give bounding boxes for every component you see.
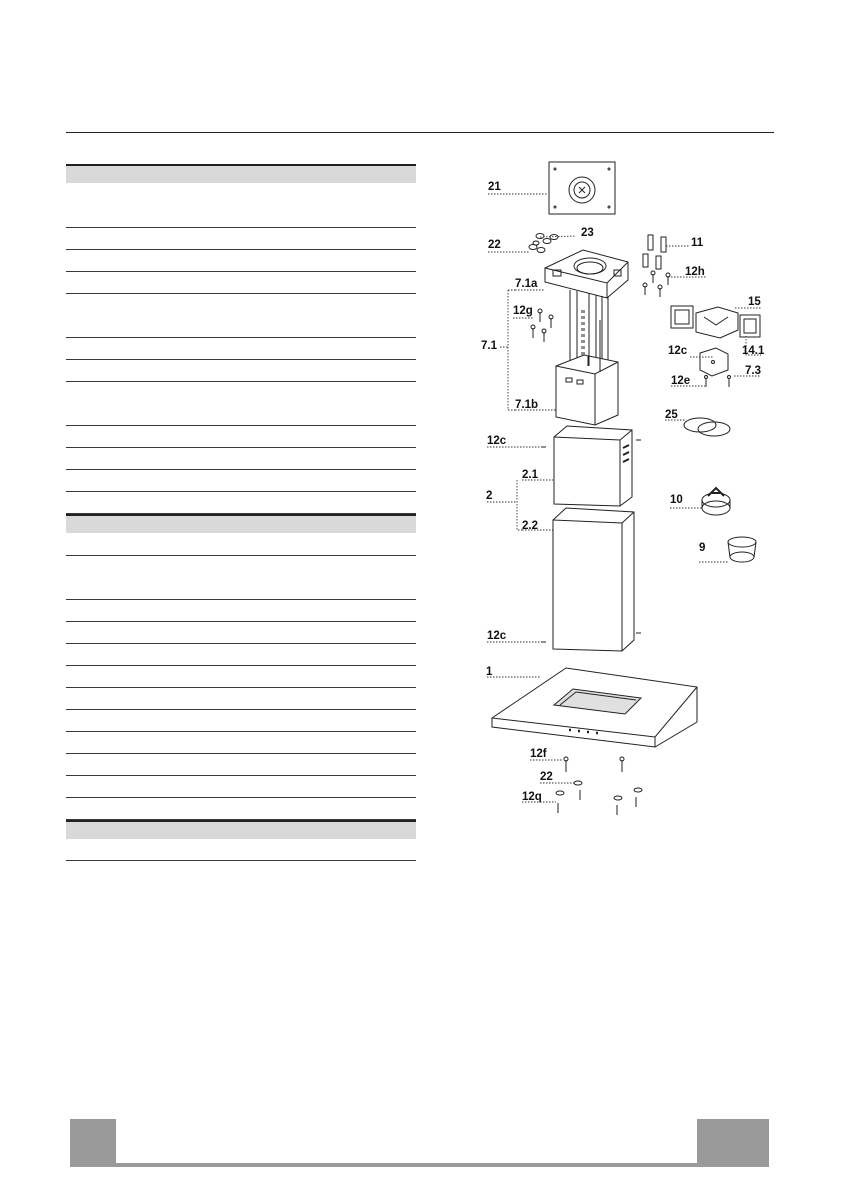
label-12c: 12c [487,630,507,642]
label-12h: 12h [685,266,705,278]
duct-pieces [671,306,760,338]
lower-chimney [541,508,641,651]
label-1: 1 [486,666,493,678]
table-row [66,688,416,710]
label-23: 23 [581,227,594,239]
footer-block-right [697,1119,769,1167]
table-row [66,754,416,776]
table-row [66,533,416,556]
label-2: 2 [486,490,493,502]
label-12c: 12c [487,435,507,447]
table-row [66,644,416,666]
label-11: 11 [691,237,704,249]
hood-body [492,668,697,747]
table-row [66,382,416,426]
table-row [66,183,416,228]
parts-table [66,164,416,861]
label-12c: 12c [668,345,688,357]
table-section-header [66,514,416,533]
table-section-header [66,164,416,183]
table-row [66,556,416,600]
label-15: 15 [748,296,761,308]
bottom-screws [556,757,642,815]
label-7-1a: 7.1a [515,278,538,290]
table-row [66,600,416,622]
bracket [700,348,731,387]
table-row [66,250,416,272]
table-row [66,272,416,294]
screws-12g [531,309,553,342]
label-7-3: 7.3 [745,365,761,377]
label-2-1: 2.1 [522,469,538,481]
label-21: 21 [488,181,501,193]
label-12e: 12e [671,375,691,387]
table-row [66,470,416,492]
label-7-1b: 7.1b [515,399,539,411]
top-rule [66,132,774,133]
table-row [66,798,416,820]
label-10: 10 [670,494,683,506]
footer-line [116,1163,697,1167]
table-row [66,448,416,470]
label-2-2: 2.2 [522,520,538,532]
table-row [66,360,416,382]
flange [728,537,756,562]
table-row [66,666,416,688]
table-row [66,426,416,448]
charcoal-filter [702,488,730,515]
table-row [66,228,416,250]
spacers [643,235,670,297]
exploded-parts-diagram [470,150,770,840]
label-22: 22 [540,771,553,783]
table-row [66,338,416,360]
upper-chimney [541,426,641,506]
table-section-header [66,820,416,839]
label-14-1: 14.1 [742,345,765,357]
table-row [66,839,416,861]
table-row [66,622,416,644]
footer-block-left [70,1119,116,1167]
ceiling-plate [549,162,615,214]
label-22: 22 [488,239,501,251]
seal-rings [684,418,730,436]
upper-frame [545,250,628,298]
label-12f: 12f [530,748,547,760]
label-12g: 12g [513,305,533,317]
label-12q: 12q [522,791,542,803]
table-row [66,710,416,732]
washer-group-top [529,234,558,253]
label-25: 25 [665,409,678,421]
label-9: 9 [699,542,706,554]
table-row [66,732,416,754]
lower-frame [556,320,618,425]
table-row [66,294,416,338]
table-row [66,776,416,798]
label-7-1: 7.1 [481,340,497,352]
table-row [66,492,416,514]
